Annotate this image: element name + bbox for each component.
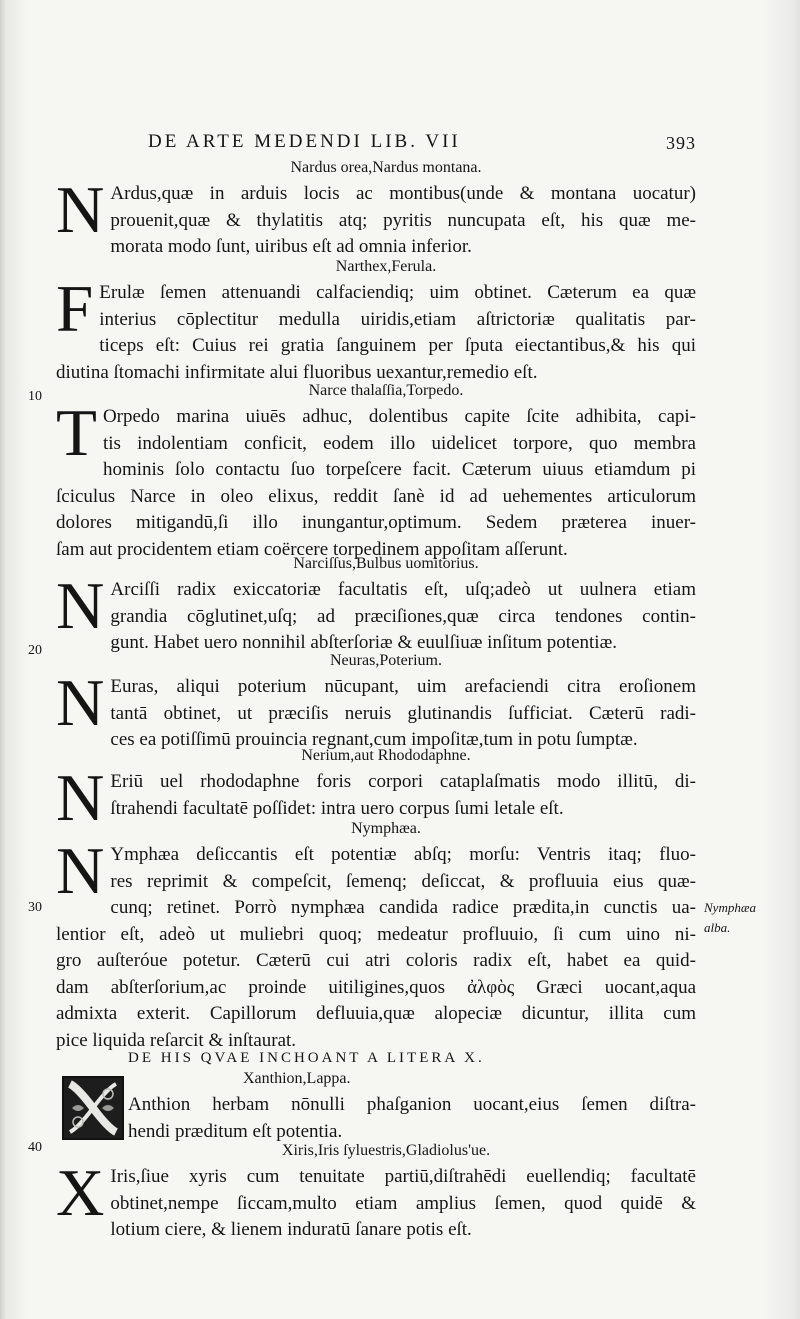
entry-nardus	[56, 157, 696, 261]
drop-capital: N	[56, 569, 105, 643]
text-line: ticeps eſt: Cuius rei gratia ſanguinem per ſputa eiectantibus,& his qui	[99, 335, 696, 356]
drop-capital: N	[56, 666, 105, 740]
entry-text	[56, 173, 696, 261]
text-line: res reprimit & compeſcit, ſemenq; deſiccat, & profluuia eius quæ-	[110, 870, 696, 892]
entry-title: Nerium,aut Rhododaphne.	[301, 747, 471, 764]
margin-note-line: Nymphæa	[704, 900, 756, 915]
entry-title: Xanthion,Lappa.	[243, 1070, 351, 1087]
entry-title: Xiris,Iris ſyluestris,Gladiolus'ue.	[281, 1142, 491, 1159]
text-line: Anthion herbam nōnulli phaſganion uocant,eius ſemen diſtra-	[128, 1094, 696, 1115]
line-number: 20	[28, 643, 42, 658]
entry-text	[56, 272, 696, 386]
running-header	[148, 131, 696, 157]
entry-xanthion	[128, 1068, 696, 1145]
text-line: lotium ciere, & lienem induratū ſanare potis eſt.	[110, 1219, 472, 1240]
drop-capital: F	[56, 272, 94, 346]
text-line: tis indolentiam conficit, eodem illo uidelicet torpore, quo membra	[102, 432, 696, 454]
text-line: ſam aut procidentem etiam coërcere torpedinem appoſitam aſſerunt.	[56, 538, 568, 560]
entry-title: Neuras,Poterium.	[330, 652, 442, 669]
text-line: diutina ſtomachi infirmitate alui fluoribus uexantur,remedio eſt.	[56, 361, 538, 383]
text-line: prouenit,quæ & thylatitis atq; pyritis nuncupata eſt, his quæ me-	[110, 209, 696, 231]
text-line: gunt. Habet uero nonnihil abſterſoriæ & euulſiuæ inſitum potentiæ.	[110, 632, 617, 653]
entry-title: Narce thalaſſia,Torpedo.	[308, 382, 464, 399]
entry-text	[56, 1156, 696, 1244]
drop-capital: N	[56, 834, 105, 908]
text-line: gro auſteróue potetur. Cæterū cui atri coloris radix eſt, habet ea quid-	[56, 950, 696, 971]
entry-narcissus	[56, 553, 696, 657]
drop-capital: X	[56, 1156, 105, 1230]
entry-text	[56, 666, 696, 754]
text-line: Ymphæa deſiccantis eſt potentiæ abſq; morſu: Ventris itaq; fluo-	[110, 844, 696, 865]
text-line: Ardus,quæ in arduis locis ac montibus(unde & montana uocatur)	[110, 183, 696, 204]
text-line: Euras, aliqui poterium nūcupant, uim arefaciendi citra eroſionem	[110, 676, 696, 697]
entry-nymphaea	[56, 818, 696, 1054]
entry-text	[56, 834, 696, 1054]
entry-title: Narciſſus,Bulbus uomitorius.	[293, 555, 479, 572]
text-line: hominis ſolo contactu ſuo torpeſcere facit. Cæterum uiuus etiamdum pi	[102, 459, 696, 480]
text-line: ſciculus Narce in oleo elixus, reddit ſanè id ad uehementes articulorum	[56, 485, 696, 507]
entry-text	[56, 569, 696, 657]
entry-title: Nardus orea,Nardus montana.	[290, 159, 482, 176]
line-number: 40	[28, 1140, 42, 1155]
text-line: tantā obtinet, ut præciſis neruis glutinandis ſufficiat. Cæterū radi-	[110, 702, 696, 724]
text-line: admixta exterit. Capillorum defluuia,quæ alopeciæ dicuntur, illita cum	[56, 1003, 696, 1024]
line-number: 10	[28, 389, 42, 404]
drop-capital: N	[56, 173, 105, 247]
entry-title: Nymphæa.	[351, 820, 421, 837]
drop-capital: N	[56, 761, 105, 835]
text-line: dam abſterſorium,ac proinde uitiligines,quos ἀλφὸς Græci uocant,aqua	[56, 976, 696, 998]
entry-narthex	[56, 256, 696, 386]
text-line: Eriū uel rhododaphne foris corpori cataplaſmatis modo illitū, di-	[110, 771, 696, 792]
entry-narce	[56, 380, 696, 563]
woodcut-initial-x	[62, 1076, 124, 1140]
text-line: Erulæ ſemen attenuandi calfaciendiq; uim obtinet. Cæterum ea quæ	[99, 282, 696, 303]
text-line: ſtrahendi facultatē poſſidet: intra uero corpus ſumi letale eſt.	[110, 797, 564, 819]
entry-text	[128, 1092, 696, 1145]
entry-neuras	[56, 650, 696, 754]
entry-xiris	[56, 1140, 696, 1244]
text-line: ces ea potiſſimū prouincia regnant,cum impoſitæ,tum in potu ſumptæ.	[110, 729, 638, 750]
running-title: DE ARTE MEDENDI LIB. VII	[148, 131, 461, 152]
margin-note-line: alba.	[704, 920, 731, 935]
margin-note	[704, 898, 756, 938]
text-line: dolores mitigandū,ſi illo inungantur,optimum. Sedem præterea inuer-	[56, 512, 696, 533]
text-line: hendi præditum eſt potentia.	[128, 1120, 343, 1142]
text-line: morata modo ſunt, uiribus eſt ad omnia inferior.	[110, 236, 472, 257]
line-number: 30	[28, 900, 42, 915]
section-heading: DE HIS QVAE INCHOANT A LITERA X.	[128, 1050, 485, 1066]
text-line: cunq; retinet. Porrò nymphæa candida radice prædita,in cunctis ua-	[110, 897, 696, 918]
entry-text	[56, 396, 696, 563]
entry-title: Narthex,Ferula.	[335, 258, 437, 275]
text-line: Arciſſi radix exiccatoriæ facultatis eſt, uſq;adeò ut uulnera etiam	[110, 579, 696, 600]
text-line: Orpedo marina uiuēs adhuc, dolentibus capite ſcite adhibita, capi-	[102, 406, 696, 427]
text-line: lentior eſt, adeò ut muliebri quoq; medeatur profluuio, ſi cum uino ni-	[56, 923, 696, 945]
text-line: pice liquida reſarcit & inſtaurat.	[56, 1029, 297, 1051]
text-line: interius cōplectitur medulla uiridis,etiam aſtrictoriæ qualitatis par-	[99, 308, 696, 330]
text-line: grandia cōglutinet,uſq; ad præciſiones,quæ circa tendones contin-	[110, 605, 696, 627]
page-number: 393	[666, 133, 696, 153]
drop-capital: T	[56, 396, 97, 470]
ornament-x-icon	[64, 1078, 122, 1138]
text-line: Iris,ſiue xyris cum tenuitate partiū,diſtrahēdi euellendiq; facultatē	[110, 1166, 696, 1187]
text-line: obtinet,nempe ſiccam,multo etiam amplius ſemen, quod quidē &	[110, 1192, 696, 1214]
